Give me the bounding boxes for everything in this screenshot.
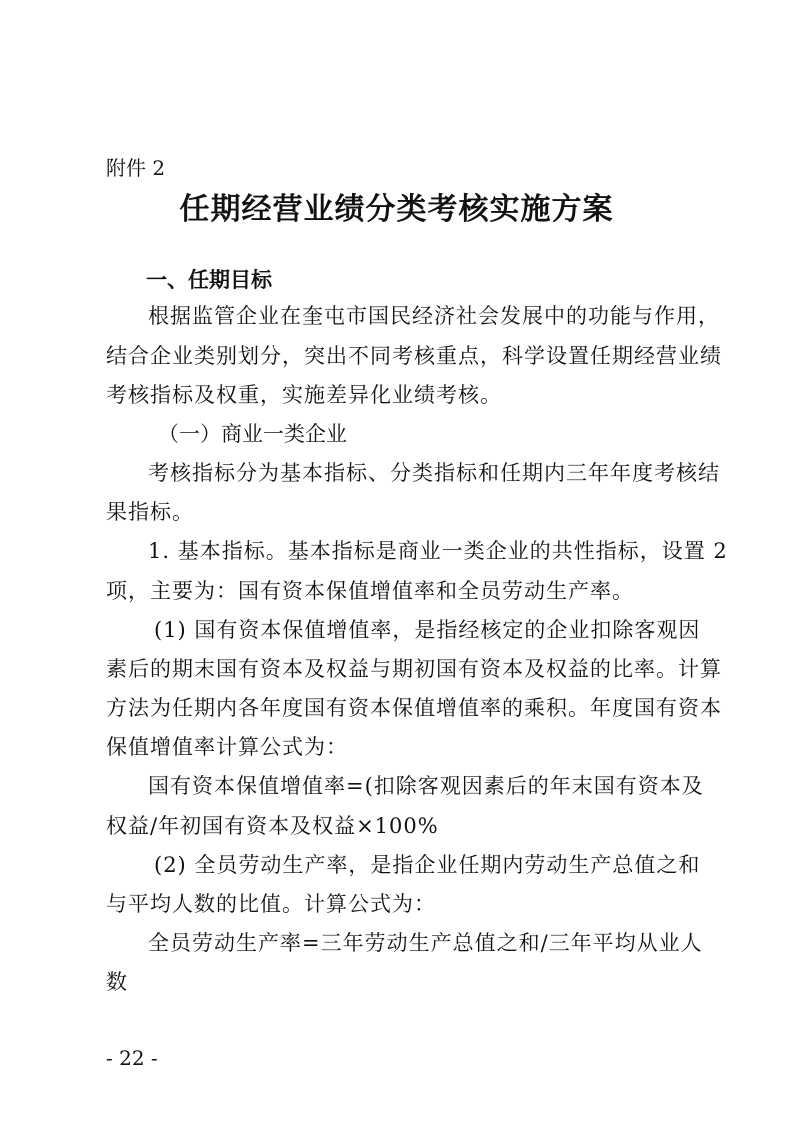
list-item-line: 素后的期末国有资本及权益与期初国有资本及权益的比率。计算	[106, 657, 722, 681]
paragraph-line: 1. 基本指标。基本指标是商业一类企业的共性指标，设置 2	[148, 539, 728, 563]
formula-line: 全员劳动生产率=三年劳动生产总值之和/三年平均从业人	[148, 931, 703, 955]
formula-line: 数	[106, 970, 128, 994]
section-heading-goals: 一、任期目标	[146, 268, 272, 292]
paragraph-line: 考核指标分为基本指标、分类指标和任期内三年年度考核结	[148, 461, 720, 485]
paragraph-line: 果指标。	[106, 500, 194, 524]
paragraph-line: 考核指标及权重，实施差异化业绩考核。	[106, 383, 502, 407]
list-item-line: (1) 国有资本保值增值率，是指经核定的企业扣除客观因	[154, 618, 701, 642]
subsection-heading-commercial-1: （一）商业一类企业	[158, 422, 347, 446]
list-item-line: 与平均人数的比值。计算公式为：	[106, 892, 436, 916]
formula-line: 权益/年初国有资本及权益×100%	[106, 814, 439, 838]
paragraph-line: 项，主要为：国有资本保值增值率和全员劳动生产率。	[106, 579, 634, 603]
attachment-label: 附件 2	[106, 156, 166, 180]
paragraph-line: 根据监管企业在奎屯市国民经济社会发展中的功能与作用，	[148, 304, 720, 328]
page-number: - 22 -	[106, 1046, 158, 1070]
formula-line: 国有资本保值增值率=(扣除客观因素后的年末国有资本及	[148, 774, 704, 798]
document-title: 任期经营业绩分类考核实施方案	[179, 192, 614, 227]
list-item-line: (2) 全员劳动生产率，是指企业任期内劳动生产总值之和	[154, 853, 701, 877]
list-item-line: 保值增值率计算公式为：	[106, 735, 348, 759]
paragraph-line: 结合企业类别划分，突出不同考核重点，科学设置任期经营业绩	[106, 344, 722, 368]
list-item-line: 方法为任期内各年度国有资本保值增值率的乘积。年度国有资本	[106, 696, 722, 720]
